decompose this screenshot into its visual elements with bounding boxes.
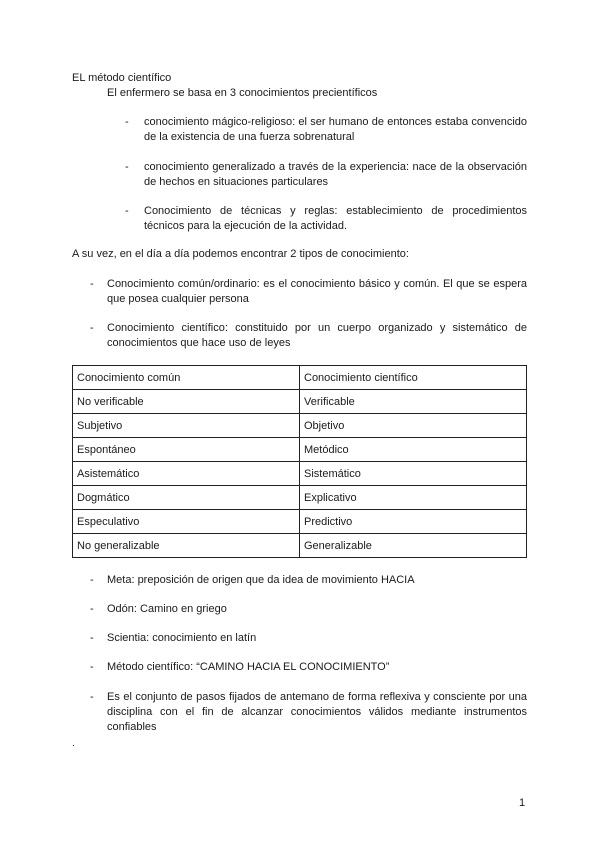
bullet-dash: -	[125, 116, 129, 128]
table-cell: No verificable	[73, 390, 300, 414]
list-item-text: Scientia: conocimiento en latín	[107, 632, 257, 644]
list-item-text: conocimiento generalizado a través de la experiencia: nace de la observación de hechos en situaciones particulares	[144, 161, 527, 188]
table-row	[73, 486, 527, 510]
bullet-dash: -	[90, 574, 94, 586]
page-title: EL método científico	[72, 72, 172, 84]
table-cell: Explicativo	[300, 486, 527, 510]
table-cell: Metódico	[300, 438, 527, 462]
trailing-mark: .	[72, 738, 75, 749]
bullet-dash: -	[125, 161, 129, 173]
list-item-text: Odón: Camino en griego	[107, 603, 227, 615]
table-cell: No generalizable	[73, 534, 300, 558]
table-header-cell: Conocimiento común	[73, 366, 300, 390]
table-row	[73, 462, 527, 486]
intro-text: El enfermero se basa en 3 conocimientos precientíficos	[107, 87, 378, 99]
table-cell: Espontáneo	[73, 438, 300, 462]
table-row	[73, 534, 527, 558]
page-number: 1	[519, 797, 526, 809]
comparison-table	[72, 365, 527, 558]
list-item	[90, 690, 527, 735]
table-row	[73, 510, 527, 534]
list-item	[125, 160, 527, 190]
bullet-dash: -	[90, 691, 94, 703]
list-item-text: Conocimiento científico: constituido por un cuerpo organizado y sistemático de conocimientos que hace uso de leyes	[107, 322, 527, 349]
table-row	[73, 438, 527, 462]
bullet-dash: -	[90, 661, 94, 673]
bullet-dash: -	[90, 278, 94, 290]
list-item	[90, 321, 527, 351]
bullet-dash: -	[125, 205, 129, 217]
list-item	[125, 115, 527, 145]
table-cell: Generalizable	[300, 534, 527, 558]
list-item-text: Conocimiento de técnicas y reglas: establecimiento de procedimientos técnicos para la ejecución de la actividad.	[144, 205, 527, 232]
list-item-text: Conocimiento común/ordinario: es el conocimiento básico y común. El que se espera que posea cualquier persona	[107, 278, 527, 305]
list-item-text: Método científico: “CAMINO HACIA EL CONOCIMIENTO”	[107, 661, 390, 673]
table-header-row	[73, 366, 527, 390]
table-header-cell: Conocimiento científico	[300, 366, 527, 390]
table-cell: Asistemático	[73, 462, 300, 486]
list-item	[90, 573, 527, 588]
table-cell: Verificable	[300, 390, 527, 414]
table-row	[73, 390, 527, 414]
list-item	[90, 631, 527, 646]
bullet-dash: -	[90, 322, 94, 334]
bullet-dash: -	[90, 632, 94, 644]
table-cell: Objetivo	[300, 414, 527, 438]
list-item	[125, 204, 527, 234]
table-row	[73, 414, 527, 438]
list-item	[90, 277, 527, 307]
list-item-text: conocimiento mágico-religioso: el ser humano de entonces estaba convencido de la existencia de una fuerza sobrenatural	[144, 116, 527, 143]
table-cell: Predictivo	[300, 510, 527, 534]
table-cell: Sistemático	[300, 462, 527, 486]
table-cell: Subjetivo	[73, 414, 300, 438]
list-item	[90, 660, 527, 675]
table-cell: Especulativo	[73, 510, 300, 534]
table-cell: Dogmático	[73, 486, 300, 510]
list-item-text: Meta: preposición de origen que da idea de movimiento HACIA	[107, 574, 415, 586]
list-item-text: Es el conjunto de pasos fijados de antemano de forma reflexiva y consciente por una disciplina con el fin de alcanzar conocimientos válidos mediante instrumentos confiables	[107, 691, 527, 733]
list-item	[90, 602, 527, 617]
types-intro: A su vez, en el día a día podemos encontrar 2 tipos de conocimiento:	[72, 248, 409, 260]
bullet-dash: -	[90, 603, 94, 615]
